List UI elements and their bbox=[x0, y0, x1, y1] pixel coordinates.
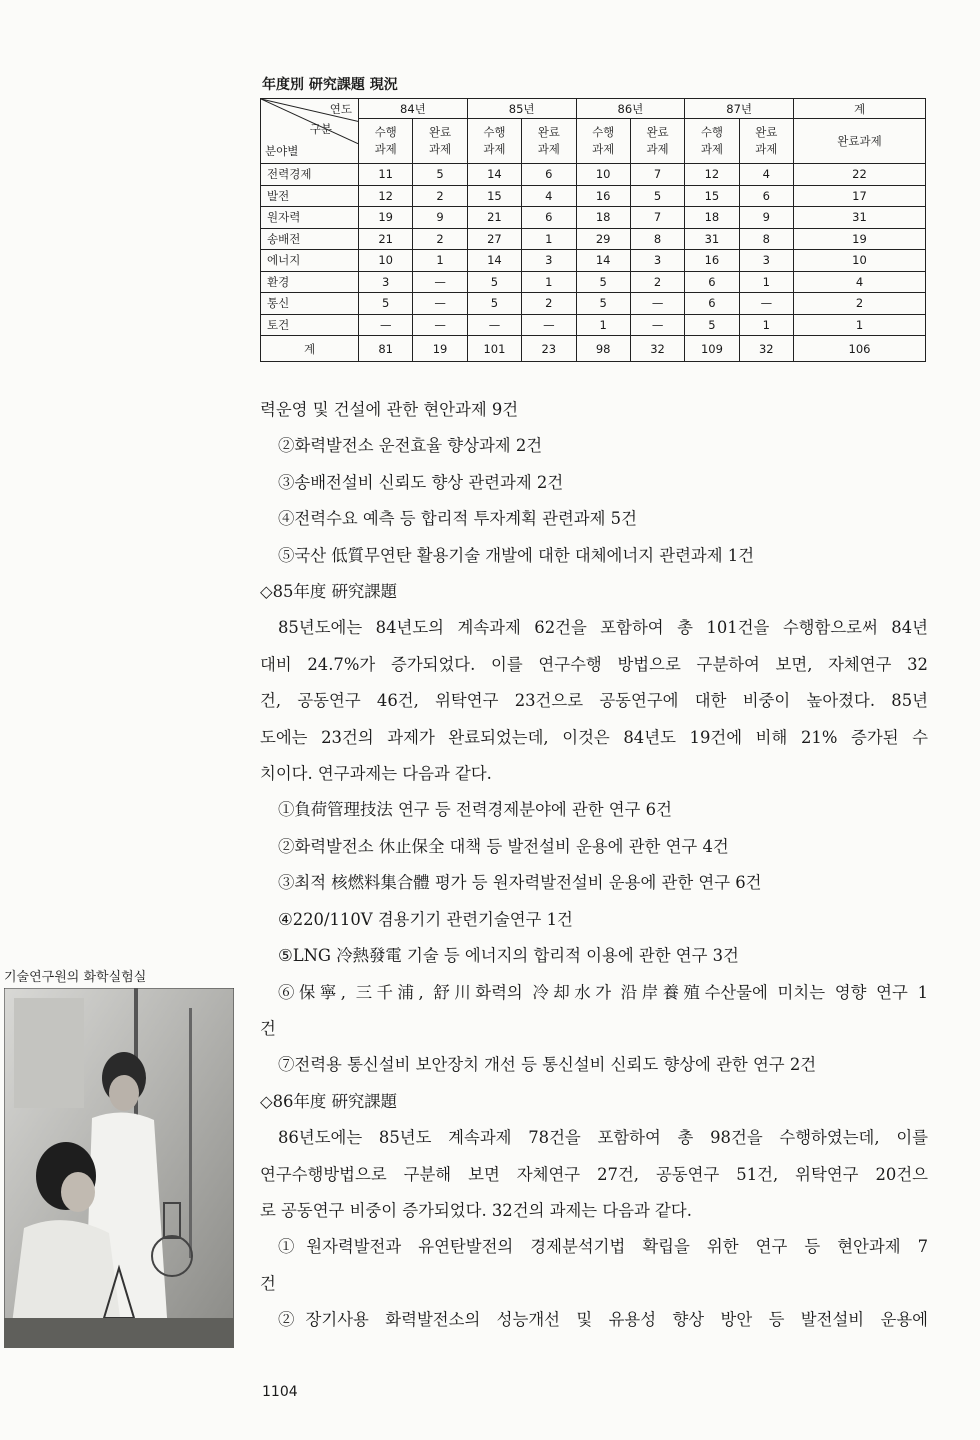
sub-header: 수행 과제 bbox=[359, 119, 413, 164]
table-cell: 10 bbox=[359, 250, 413, 272]
sub-header: 완료 과제 bbox=[630, 119, 684, 164]
table-cell: — bbox=[413, 271, 467, 293]
table-cell: 6 bbox=[739, 185, 793, 207]
text-line: 도에는 23건의 과제가 완료되었는데, 이것은 84년도 19건에 비해 21% 증가된 수 bbox=[260, 727, 928, 747]
text-line: 건, 공동연구 46건, 위탁연구 23건으로 공동연구에 대한 비중이 높아졌다. 85년 bbox=[260, 691, 928, 711]
table-cell: 10 bbox=[794, 250, 926, 272]
table-row bbox=[261, 164, 926, 186]
sub-header: 완료 과제 bbox=[413, 119, 467, 164]
table-cell: 101 bbox=[467, 336, 521, 362]
table-row bbox=[261, 185, 926, 207]
table-cell: 5 bbox=[685, 314, 739, 336]
table-cell: 6 bbox=[522, 164, 576, 186]
table-cell: 5 bbox=[359, 293, 413, 315]
year-header: 86년 bbox=[576, 99, 685, 119]
text-line: 86년도에는 85년도 계속과제 78건을 포함하여 총 98건을 수행하였는데, 이를 bbox=[278, 1128, 928, 1148]
table-cell: — bbox=[413, 314, 467, 336]
sub-header: 완료 과제 bbox=[522, 119, 576, 164]
text-line: ③송배전설비 신뢰도 향상 관련과제 2건 bbox=[278, 472, 564, 492]
row-label: 발전 bbox=[261, 185, 359, 207]
table-cell: 32 bbox=[739, 336, 793, 362]
table-cell: 81 bbox=[359, 336, 413, 362]
table-cell: 1 bbox=[576, 314, 630, 336]
text-line: ⑦전력용 통신설비 보안장치 개선 등 통신설비 신뢰도 향상에 관한 연구 2건 bbox=[278, 1055, 817, 1075]
row-label: 에너지 bbox=[261, 250, 359, 272]
year-header: 84년 bbox=[359, 99, 468, 119]
text-line: ②화력발전소 운전효율 향상과제 2건 bbox=[278, 436, 543, 456]
year-header: 87년 bbox=[685, 99, 794, 119]
table-cell: 23 bbox=[522, 336, 576, 362]
table-cell: 15 bbox=[685, 185, 739, 207]
table-cell: 6 bbox=[685, 271, 739, 293]
total-sub-header: 완료과제 bbox=[794, 119, 926, 164]
table-cell: 17 bbox=[794, 185, 926, 207]
table-cell: 14 bbox=[576, 250, 630, 272]
text-line: 건 bbox=[260, 1018, 276, 1038]
sub-header: 수행 과제 bbox=[576, 119, 630, 164]
corner-division-label: 구분 bbox=[309, 122, 332, 136]
text-line: 대비 24.7%가 증가되었다. 이를 연구수행 방법으로 구분하여 보면, 자체연구 32 bbox=[260, 654, 928, 674]
table-cell: 19 bbox=[794, 228, 926, 250]
table-row bbox=[261, 314, 926, 336]
text-line: ③최적 核燃料集合體 평가 등 원자력발전설비 운용에 관한 연구 6건 bbox=[278, 873, 762, 893]
table-total-row bbox=[261, 336, 926, 362]
photo-caption: 기술연구원의 화학실험실 bbox=[4, 970, 147, 985]
text-line: ①負荷管理技法 연구 등 전력경제분야에 관한 연구 6건 bbox=[278, 800, 672, 820]
row-label: 송배전 bbox=[261, 228, 359, 250]
text-line: ⑥保寧, 三千浦, 舒川화력의 冷却水가 沿岸養殖수산물에 미치는 영향 연구 1 bbox=[278, 982, 928, 1002]
table-cell: 109 bbox=[685, 336, 739, 362]
table-cell: 29 bbox=[576, 228, 630, 250]
text-line: 력운영 및 건설에 관한 현안과제 9건 bbox=[260, 400, 519, 419]
table-corner-cell bbox=[261, 99, 359, 164]
table-cell: 2 bbox=[630, 271, 684, 293]
table-cell: 18 bbox=[576, 207, 630, 229]
table-cell: 12 bbox=[685, 164, 739, 186]
table-cell: 6 bbox=[522, 207, 576, 229]
sub-header: 수행 과제 bbox=[467, 119, 521, 164]
text-line: 치이다. 연구과제는 다음과 같다. bbox=[260, 764, 492, 784]
table-cell: — bbox=[467, 314, 521, 336]
table-cell: 4 bbox=[794, 271, 926, 293]
text-line: ◇85年度 硏究課題 bbox=[260, 582, 398, 602]
table-cell: 3 bbox=[739, 250, 793, 272]
table-cell: 14 bbox=[467, 164, 521, 186]
table-cell: 6 bbox=[685, 293, 739, 315]
table-cell: 21 bbox=[467, 207, 521, 229]
table-cell: 7 bbox=[630, 164, 684, 186]
text-line: ②장기사용 화력발전소의 성능개선 및 유용성 향상 방안 등 발전설비 운용에 bbox=[278, 1310, 928, 1330]
table-cell: 2 bbox=[522, 293, 576, 315]
table-cell: 106 bbox=[794, 336, 926, 362]
table-cell: 4 bbox=[522, 185, 576, 207]
table-cell: 1 bbox=[739, 271, 793, 293]
table-cell: 19 bbox=[413, 336, 467, 362]
text-line: ◇86年度 硏究課題 bbox=[260, 1091, 398, 1111]
table-cell: 32 bbox=[630, 336, 684, 362]
table-cell: 1 bbox=[413, 250, 467, 272]
table-cell: — bbox=[522, 314, 576, 336]
lab-photo bbox=[4, 988, 234, 1348]
table-row bbox=[261, 228, 926, 250]
table-cell: 5 bbox=[467, 293, 521, 315]
table-cell: 8 bbox=[630, 228, 684, 250]
text-line: ④220/110V 겸용기기 관련기술연구 1건 bbox=[278, 909, 573, 929]
sub-header: 완료 과제 bbox=[739, 119, 793, 164]
text-line: ①원자력발전과 유연탄발전의 경제분석기법 확립을 위한 연구 등 현안과제 7 bbox=[278, 1237, 928, 1257]
table-cell: 9 bbox=[739, 207, 793, 229]
table-cell: 18 bbox=[685, 207, 739, 229]
table-cell: 3 bbox=[522, 250, 576, 272]
table-cell: 31 bbox=[794, 207, 926, 229]
table-cell: 4 bbox=[739, 164, 793, 186]
body-text bbox=[260, 392, 928, 1339]
corner-year-label: 연도 bbox=[329, 102, 352, 116]
table-cell: 10 bbox=[576, 164, 630, 186]
sub-header: 수행 과제 bbox=[685, 119, 739, 164]
total-header: 계 bbox=[794, 99, 926, 119]
table-cell: 8 bbox=[739, 228, 793, 250]
table-title: 年度別 研究課題 現況 bbox=[262, 77, 398, 93]
table-cell: 16 bbox=[685, 250, 739, 272]
table-cell: — bbox=[359, 314, 413, 336]
table-cell: 5 bbox=[630, 185, 684, 207]
text-line: ④전력수요 예측 등 합리적 투자계획 관련과제 5건 bbox=[278, 509, 637, 529]
table-cell: 27 bbox=[467, 228, 521, 250]
table-cell: 11 bbox=[359, 164, 413, 186]
table-cell: — bbox=[413, 293, 467, 315]
table-cell: 5 bbox=[576, 271, 630, 293]
text-line: ⑤LNG 冷熱發電 기술 등 에너지의 합리적 이용에 관한 연구 3건 bbox=[278, 946, 739, 966]
table-cell: 5 bbox=[467, 271, 521, 293]
table-cell: — bbox=[630, 293, 684, 315]
table-cell: 5 bbox=[576, 293, 630, 315]
row-label: 계 bbox=[261, 336, 359, 362]
table-cell: 3 bbox=[630, 250, 684, 272]
table-cell: 7 bbox=[630, 207, 684, 229]
table-cell: 21 bbox=[359, 228, 413, 250]
table-cell: 1 bbox=[739, 314, 793, 336]
table-cell: 16 bbox=[576, 185, 630, 207]
row-label: 전력경제 bbox=[261, 164, 359, 186]
table-cell: 1 bbox=[522, 228, 576, 250]
table-cell: 2 bbox=[413, 228, 467, 250]
page-number: 1104 bbox=[262, 1384, 298, 1400]
text-line: 로 공동연구 비중이 증가되었다. 32건의 과제는 다음과 같다. bbox=[260, 1200, 692, 1220]
text-line: 85년도에는 84년도의 계속과제 62건을 포함하여 총 101건을 수행함으로써 84년 bbox=[278, 618, 928, 638]
corner-field-label: 분야별 bbox=[265, 144, 299, 158]
year-header: 85년 bbox=[467, 99, 576, 119]
table-cell: 19 bbox=[359, 207, 413, 229]
text-line: 연구수행방법으로 구분해 보면 자체연구 27건, 공동연구 51건, 위탁연구 20건으 bbox=[260, 1164, 928, 1184]
table-cell: 2 bbox=[413, 185, 467, 207]
table-cell: 2 bbox=[794, 293, 926, 315]
table-cell: 22 bbox=[794, 164, 926, 186]
table-row bbox=[261, 293, 926, 315]
table-cell: 1 bbox=[522, 271, 576, 293]
table-cell: 9 bbox=[413, 207, 467, 229]
research-stats-table bbox=[260, 98, 926, 362]
table-cell: 14 bbox=[467, 250, 521, 272]
table-cell: 31 bbox=[685, 228, 739, 250]
row-label: 통신 bbox=[261, 293, 359, 315]
table-row bbox=[261, 271, 926, 293]
text-line: 건 bbox=[260, 1273, 276, 1293]
table-cell: 98 bbox=[576, 336, 630, 362]
row-label: 환경 bbox=[261, 271, 359, 293]
table-cell: 1 bbox=[794, 314, 926, 336]
text-line: ⑤국산 低質무연탄 활용기술 개발에 대한 대체에너지 관련과제 1건 bbox=[278, 545, 755, 565]
text-line: ②화력발전소 休止保全 대책 등 발전설비 운용에 관한 연구 4건 bbox=[278, 836, 729, 856]
table-cell: — bbox=[630, 314, 684, 336]
table-cell: 15 bbox=[467, 185, 521, 207]
table-cell: 12 bbox=[359, 185, 413, 207]
table-cell: 3 bbox=[359, 271, 413, 293]
table-cell: — bbox=[739, 293, 793, 315]
row-label: 토건 bbox=[261, 314, 359, 336]
table-row bbox=[261, 207, 926, 229]
row-label: 원자력 bbox=[261, 207, 359, 229]
table-cell: 5 bbox=[413, 164, 467, 186]
table-row bbox=[261, 250, 926, 272]
